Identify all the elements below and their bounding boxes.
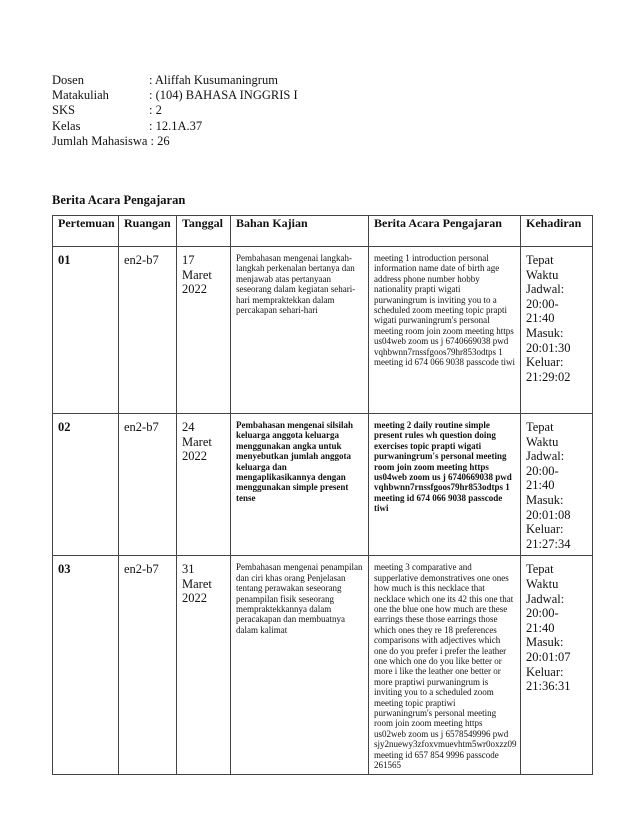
info-dosen-label: Dosen [52, 73, 84, 87]
info-kelas-value: : 12.1A.37 [149, 118, 203, 133]
header-bahan-kajian: Bahan Kajian [231, 216, 369, 247]
cell-berita-acara: meeting 3 comparative and supperlative demonstratives one ones how much is this necklace that necklace which one its 42 this one that one the blue one how much are these earrings these those earrings those which ones they re 18 preferences comparisons with adjectives which one do you prefer i prefer the leather one which one do you like better or more i like the leather one better or more praptiwi purwaningrum is inviting you to a scheduled zoom meeting topic praptiwi purwaningrum's personal meeting room join zoom meeting https us02web zoom us j 6578549996 pwd sjy2nuewy3zfoxvmuevhtm5wr0oxzz09 meeting id 657 854 9996 passcode 261565 [369, 556, 521, 775]
table-row [53, 247, 593, 414]
header-pertemuan: Pertemuan [53, 216, 119, 247]
table-row [53, 556, 593, 775]
header-berita-acara: Berita Acara Pengajaran [369, 216, 521, 247]
cell-tanggal: 24 Maret 2022 [177, 414, 231, 556]
info-sks-value: : 2 [149, 103, 162, 118]
info-kelas-label: Kelas [52, 118, 81, 133]
info-kelas [52, 119, 298, 134]
cell-tanggal: 31 Maret 2022 [177, 556, 231, 775]
cell-bahan-kajian: Pembahasan mengenai langkah-langkah perkenalan bertanya dan menjawab atas pertanyaan seseorang dalam kegiatan sehari-hari mempraktekkan dalam percakapan sehari-hari [231, 247, 369, 414]
info-jumlah-mahasiswa [52, 134, 298, 149]
info-sks-label: SKS [52, 103, 75, 118]
cell-pertemuan: 02 [53, 414, 119, 556]
info-jumlah-label: Jumlah Mahasiswa [52, 133, 148, 148]
info-matakuliah-value: : (104) BAHASA INGGRIS I [149, 88, 298, 103]
cell-kehadiran: Tepat Waktu Jadwal: 20:00-21:40 Masuk: 20:01:08 Keluar: 21:27:34 [521, 414, 593, 556]
teaching-log-table [52, 215, 593, 775]
info-matakuliah [52, 88, 298, 103]
info-dosen-value: : Aliffah Kusumaningrum [149, 73, 278, 87]
info-sks [52, 103, 298, 118]
cell-ruangan: en2-b7 [119, 414, 177, 556]
cell-pertemuan: 03 [53, 556, 119, 775]
cell-bahan-kajian: Pembahasan mengenai silsilah keluarga anggota keluarga menggunakan angka untuk menyebutkan jumlah anggota keluarga dan mengaplikasikannya dengan menggunakan simple present tense [231, 414, 369, 556]
header-ruangan: Ruangan [119, 216, 177, 247]
cell-kehadiran: Tepat Waktu Jadwal: 20:00-21:40 Masuk: 20:01:07 Keluar: 21:36:31 [521, 556, 593, 775]
cell-tanggal: 17 Maret 2022 [177, 247, 231, 414]
cell-ruangan: en2-b7 [119, 556, 177, 775]
cell-bahan-kajian: Pembahasan mengenai penampilan dan ciri khas orang Penjelasan tentang perawakan seseorang penampilan fisik seseorang mempraktekkannya dalam peracakapan dan membuatnya dalam kalimat [231, 556, 369, 775]
cell-kehadiran: Tepat Waktu Jadwal: 20:00-21:40 Masuk: 20:01:30 Keluar: 21:29:02 [521, 247, 593, 414]
cell-ruangan: en2-b7 [119, 247, 177, 414]
header-tanggal: Tanggal [177, 216, 231, 247]
table-header-row [53, 216, 593, 247]
info-jumlah-value: : 26 [150, 133, 170, 148]
cell-berita-acara: meeting 2 daily routine simple present rules wh question doing exercises topic prapti wigati purwaningrum's personal meeting room join zoom meeting https us04web zoom us j 6740669038 pwd vqhbwnn7rnssfgoos79hr853odtps 1 meeting id 674 066 9038 passcode tiwi [369, 414, 521, 556]
header-kehadiran: Kehadiran [521, 216, 593, 247]
info-dosen [52, 73, 298, 88]
cell-berita-acara: meeting 1 introduction personal information name date of birth age address phone number hobby nationality prapti wigati purwaningrum is inviting you to a scheduled zoom meeting topic prapti wigati purwaningrum's personal meeting room join zoom meeting https us04web zoom us j 6740669038 pwd vqhbwnn7rnssfgoos79hr853odtps 1 meeting id 674 066 9038 passcode tiwi [369, 247, 521, 414]
course-info [52, 73, 298, 149]
table-row [53, 414, 593, 556]
info-matakuliah-label: Matakuliah [52, 88, 109, 103]
cell-pertemuan: 01 [53, 247, 119, 414]
section-title: Berita Acara Pengajaran [52, 193, 186, 207]
